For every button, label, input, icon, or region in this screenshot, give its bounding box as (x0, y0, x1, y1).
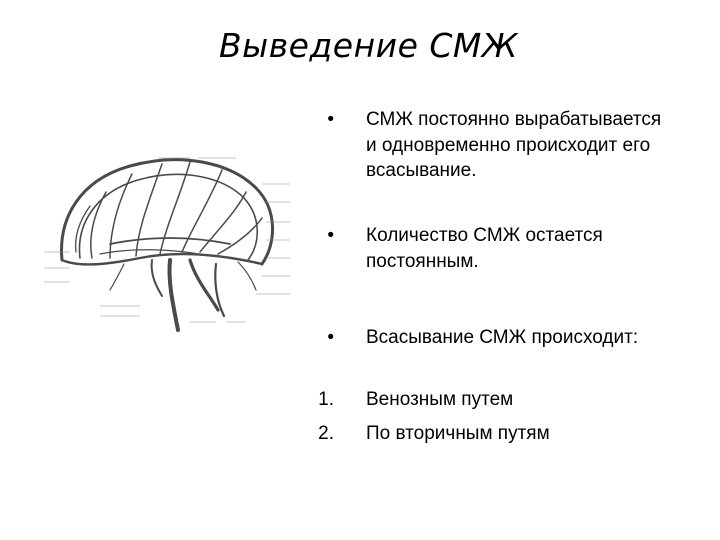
bullet-marker: • (327, 109, 334, 130)
list-number: 1. (318, 389, 334, 410)
brain-venous-anatomy-illustration (40, 140, 302, 340)
slide-title: Выведение СМЖ (219, 26, 518, 65)
bullet-text: Всасывание СМЖ происходит: (366, 327, 639, 348)
list-text: По вторичным путям (366, 423, 550, 444)
bullet-marker: • (327, 327, 334, 348)
list-number: 2. (318, 423, 334, 444)
bullet-text: СМЖ постоянно вырабатывается и одновременно происходит его всасывание. (366, 109, 662, 181)
bullet-text: Количество СМЖ остается постоянным. (366, 225, 603, 272)
brain-venous-anatomy-icon (40, 140, 302, 340)
bullet-marker: • (327, 225, 334, 246)
list-text: Венозным путем (366, 389, 514, 410)
